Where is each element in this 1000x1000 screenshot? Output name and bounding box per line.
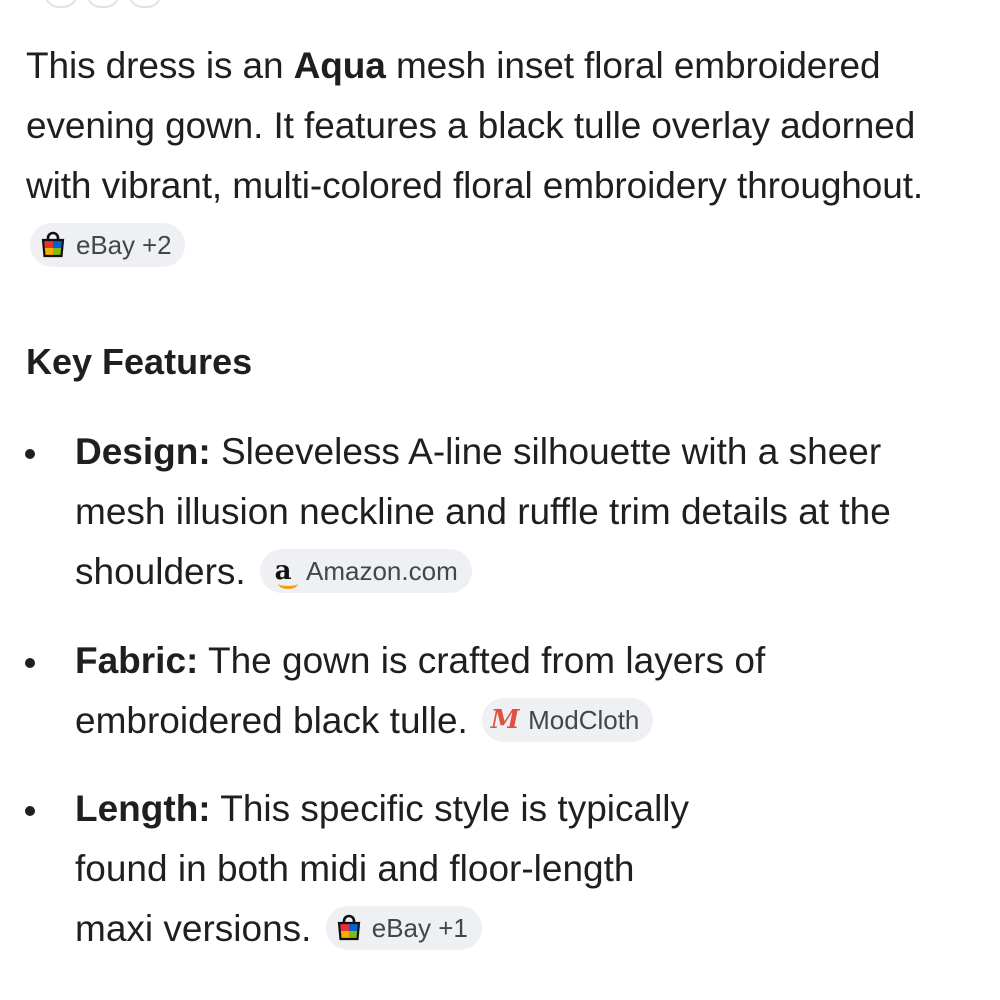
bullet-dot <box>25 658 35 668</box>
response-body <box>26 36 986 276</box>
partial-icon <box>44 0 78 8</box>
intro-paragraph <box>26 36 986 276</box>
shopping-bag-icon <box>334 913 364 943</box>
feature-label: Fabric: <box>75 640 199 681</box>
feature-text <box>75 422 980 602</box>
feature-text <box>75 779 715 959</box>
partial-icon <box>128 0 162 8</box>
source-chip-ebay[interactable] <box>30 223 185 267</box>
feature-text <box>75 631 980 751</box>
feature-description: Sleeveless A-line silhouette with a sheer mesh illusion neckline and ruffle trim details at the shoulders. <box>75 431 891 592</box>
intro-text-end: mesh inset floral embroidered evening gown. It features a black tulle overlay adorned with vibrant, multi-colored floral embroidery throughout. <box>26 45 924 206</box>
partial-icon <box>86 0 120 8</box>
bullet-dot <box>25 806 35 816</box>
chip-label: eBay +1 <box>371 913 468 944</box>
source-chip-amazon[interactable] <box>260 549 472 593</box>
feature-label: Design: <box>75 431 211 472</box>
chip-label: eBay +2 <box>76 230 172 261</box>
shopping-bag-icon <box>38 230 68 260</box>
partial-icons-top <box>44 0 162 8</box>
feature-label: Length: <box>75 788 211 829</box>
amazon-icon: a <box>268 556 298 586</box>
modcloth-icon: M <box>490 705 520 736</box>
source-chip-ebay[interactable] <box>326 906 482 950</box>
chip-label: Amazon.com <box>306 556 458 587</box>
chip-label: ModCloth <box>528 705 640 736</box>
feature-description: The gown is crafted from layers of embroidered black tulle. <box>75 640 766 741</box>
section-heading: Key Features <box>26 341 253 382</box>
intro-text-start: This dress is an <box>26 45 294 86</box>
feature-description: This specific style is typically found in both midi and floor-length maxi versions. <box>75 788 690 949</box>
intro-bold-color: Aqua <box>293 45 386 86</box>
source-chip-modcloth[interactable] <box>482 698 653 742</box>
bullet-dot <box>25 449 35 459</box>
